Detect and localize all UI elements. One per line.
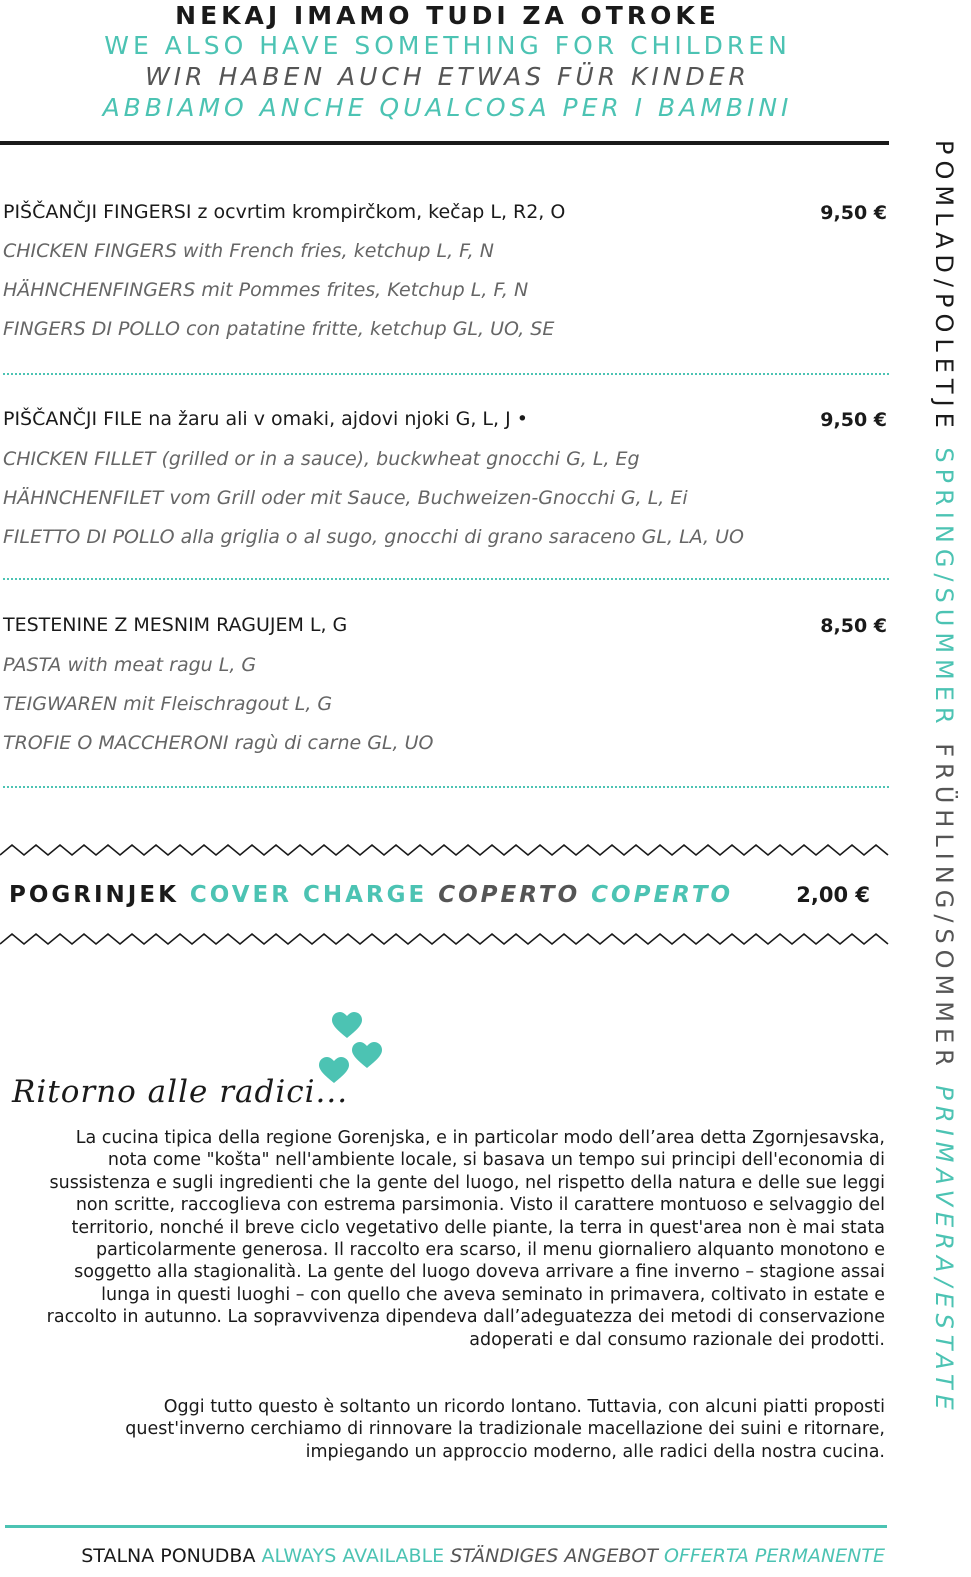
- item-3-name-en: PASTA with meat ragu L, G: [3, 654, 257, 676]
- story-paragraph-2: Oggi tutto questo è soltanto un ricordo lontano. Tuttavia, con alcuni piatti proposti quest'inverno cerchiamo di rinnovare la tradizionale macellazione dei suini e ritornare, impiegando un approccio moderno, alle radici della nostra cucina.: [125, 1397, 885, 1462]
- item-1-name-sl: PIŠČANČJI FINGERSI z ocvrtim krompirčkom, kečap L, R2, O: [3, 201, 566, 223]
- footer-row: [0, 1544, 885, 1568]
- item-1-name-en: CHICKEN FINGERS with French fries, ketchup L, F, N: [3, 240, 494, 262]
- item-3-name-sl: TESTENINE Z MESNIM RAGUJEM L, G: [3, 614, 348, 636]
- dotted-divider: [3, 786, 889, 788]
- item-2-name-sl: PIŠČANČJI FILE na žaru ali v omaki, ajdovi njoki G, L, J •: [3, 408, 528, 430]
- dotted-divider: [3, 373, 889, 375]
- story-paragraph-1: La cucina tipica della regione Gorenjska, e in particolar modo dell’area detta Zgornjesavska, nota come "košta" nell'ambiente locale, si basava un tempo sui principi dell'economia di sussistenza e sugli ingredienti che la gente del luogo, nel rispetto della natura e delle sue leggi non scritte, raccoglieva con estrema parsimonia. Visto il carattere montuoso e selvaggio del territorio, nonché il breve ciclo vegetativo delle piante, la terra in quest'area non è mai stata particolarmente generosa. Il raccolto era scarso, il menu giornaliero alquanto monotono e soggetto alla stagionalità. La gente del luogo doveva arrivare a fine inverno – stagione assai lunga in questi luoghi – con quello che aveva seminato in primavera, coltivato in estate e raccolto in autunno. La sopravvivenza dipendeva dall’adeguatezza dei metodi di conservazione adoperati e dal consumo razionale dei prodotti.: [46, 1128, 885, 1350]
- zigzag-divider-top: [0, 843, 889, 857]
- season-label-sl: POMLAD/POLETJE: [930, 140, 958, 434]
- zigzag-divider-bottom: [0, 932, 889, 946]
- item-3-price: 8,50 €: [820, 615, 887, 637]
- cover-label-sl: POGRINJEK: [9, 882, 179, 908]
- season-label-de: FRÜHLING/SOMMER: [930, 743, 958, 1072]
- season-label-it: PRIMAVERA/ESTATE: [930, 1085, 958, 1416]
- item-2-name-de: HÄHNCHENFILET vom Grill oder mit Sauce, Buchweizen-Gnocchi G, L, Ei: [3, 487, 688, 509]
- header-divider: [0, 141, 889, 145]
- header-title-de: WIR HABEN AUCH ETWAS FÜR KINDER: [145, 62, 750, 91]
- dotted-divider: [3, 578, 889, 580]
- item-1-name-de: HÄHNCHENFINGERS mit Pommes frites, Ketchup L, F, N: [3, 279, 529, 301]
- footer-label-de: STÄNDIGES ANGEBOT: [450, 1545, 658, 1567]
- footer-label-sl: STALNA PONUDBA: [81, 1545, 256, 1567]
- item-3-name-it: TROFIE O MACCHERONI ragù di carne GL, UO: [3, 732, 434, 754]
- cover-label-it: COPERTO: [591, 882, 734, 908]
- item-1-name-it: FINGERS DI POLLO con patatine fritte, ketchup GL, UO, SE: [3, 318, 555, 340]
- header-title-it: ABBIAMO ANCHE QUALCOSA PER I BAMBINI: [102, 93, 793, 122]
- cover-charge-price: 2,00 €: [796, 883, 870, 907]
- item-2-name-en: CHICKEN FILLET (grilled or in a sauce), buckwheat gnocchi G, L, Eg: [3, 448, 640, 470]
- header-title-en: WE ALSO HAVE SOMETHING FOR CHILDREN: [104, 31, 791, 60]
- cover-label-de: COPERTO: [438, 882, 581, 908]
- footer-label-it: OFFERTA PERMANENTE: [663, 1545, 885, 1567]
- item-2-price: 9,50 €: [820, 409, 887, 431]
- item-2-name-it: FILETTO DI POLLO alla griglia o al sugo, gnocchi di grano saraceno GL, LA, UO: [3, 526, 744, 548]
- footer-label-en: ALWAYS AVAILABLE: [261, 1545, 445, 1567]
- item-1-price: 9,50 €: [820, 202, 887, 224]
- cover-label-en: COVER CHARGE: [189, 882, 428, 908]
- header-title-sl: NEKAJ IMAMO TUDI ZA OTROKE: [175, 1, 720, 30]
- cover-charge-row: [9, 881, 733, 909]
- item-3-name-de: TEIGWAREN mit Fleischragout L, G: [3, 693, 333, 715]
- footer-divider: [5, 1525, 887, 1528]
- story-title: Ritorno alle radici...: [12, 1074, 349, 1110]
- season-label-en: SPRING/SUMMER: [930, 447, 958, 730]
- season-side-label: [924, 140, 964, 1520]
